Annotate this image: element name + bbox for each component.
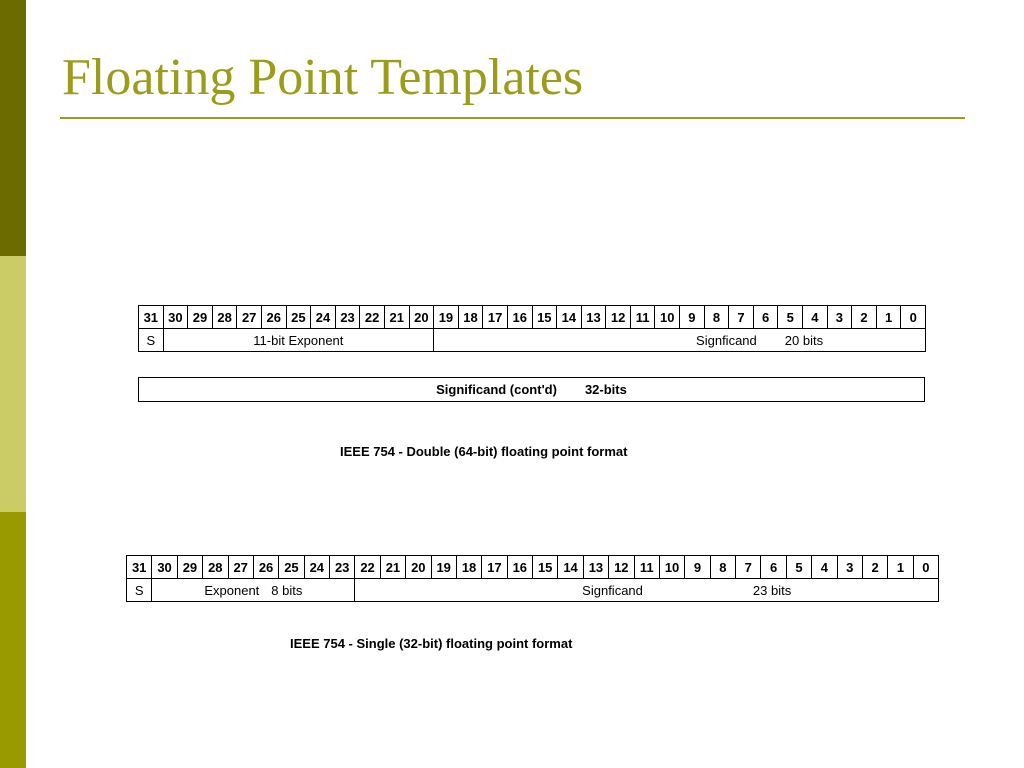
- double-bit-0: 0: [901, 306, 926, 329]
- single-bit-6: 6: [761, 556, 786, 579]
- single-bit-22: 22: [355, 556, 380, 579]
- single-bit-21: 21: [380, 556, 405, 579]
- double-sign-field: S: [139, 329, 164, 352]
- double-field-row: [139, 329, 926, 352]
- single-significand-field: [355, 579, 939, 602]
- sidebar-accent-bottom: [0, 512, 26, 768]
- double-bit-23: 23: [335, 306, 360, 329]
- double-bit-4: 4: [803, 306, 828, 329]
- double-significand-field: [434, 329, 926, 352]
- single-bit-29: 29: [177, 556, 202, 579]
- single-bit-10: 10: [659, 556, 684, 579]
- single-bit-15: 15: [533, 556, 558, 579]
- double-bit-31: 31: [139, 306, 164, 329]
- single-bit-20: 20: [406, 556, 431, 579]
- single-bit-17: 17: [482, 556, 507, 579]
- single-bit-18: 18: [456, 556, 481, 579]
- double-bit-28: 28: [212, 306, 237, 329]
- double-bit-12: 12: [606, 306, 631, 329]
- single-exponent-bits: 8 bits: [271, 582, 303, 598]
- double-format-word2: [138, 377, 925, 402]
- double-bit-number-row: [139, 306, 926, 329]
- single-bit-number-row: [127, 556, 939, 579]
- double-bit-17: 17: [483, 306, 508, 329]
- double-bit-6: 6: [753, 306, 778, 329]
- single-bit-11: 11: [634, 556, 659, 579]
- single-bit-14: 14: [558, 556, 583, 579]
- single-significand-bits: 23 bits: [752, 582, 792, 598]
- slide-title: Floating Point Templates: [62, 49, 584, 106]
- double-continuation-label: Significand (cont'd): [436, 382, 557, 397]
- single-bit-19: 19: [431, 556, 456, 579]
- double-bit-7: 7: [729, 306, 754, 329]
- single-format-word: [126, 555, 939, 602]
- single-bit-0: 0: [913, 556, 938, 579]
- single-bit-30: 30: [152, 556, 177, 579]
- double-bit-24: 24: [311, 306, 336, 329]
- double-bit-25: 25: [286, 306, 311, 329]
- double-bit-19: 19: [434, 306, 459, 329]
- double-bit-21: 21: [384, 306, 409, 329]
- double-significand-label: Signficand: [696, 332, 757, 348]
- single-bit-7: 7: [736, 556, 761, 579]
- double-bit-30: 30: [163, 306, 188, 329]
- single-bit-2: 2: [862, 556, 887, 579]
- double-bit-15: 15: [532, 306, 557, 329]
- double-bit-8: 8: [704, 306, 729, 329]
- single-bit-5: 5: [786, 556, 811, 579]
- single-bit-13: 13: [583, 556, 608, 579]
- double-continuation-bits: 32-bits: [584, 382, 627, 397]
- double-bit-5: 5: [778, 306, 803, 329]
- sidebar-accent-middle: [0, 256, 26, 512]
- single-sign-field: S: [127, 579, 152, 602]
- double-bit-20: 20: [409, 306, 434, 329]
- single-bit-16: 16: [507, 556, 532, 579]
- single-bit-25: 25: [279, 556, 304, 579]
- double-bit-26: 26: [261, 306, 286, 329]
- single-exponent-label: Exponent: [204, 582, 260, 598]
- double-bit-3: 3: [827, 306, 852, 329]
- double-bit-27: 27: [237, 306, 262, 329]
- single-bit-26: 26: [253, 556, 278, 579]
- double-exponent-field: 11-bit Exponent: [163, 329, 434, 352]
- double-bit-1: 1: [876, 306, 901, 329]
- double-bit-29: 29: [188, 306, 213, 329]
- title-underline: [60, 117, 965, 119]
- single-exponent-field: [152, 579, 355, 602]
- single-field-row: [127, 579, 939, 602]
- double-bit-11: 11: [630, 306, 655, 329]
- double-bit-2: 2: [852, 306, 877, 329]
- double-bit-18: 18: [458, 306, 483, 329]
- double-bit-16: 16: [507, 306, 532, 329]
- double-continuation-field: [139, 378, 925, 402]
- sidebar-accent-top: [0, 0, 26, 256]
- double-bit-13: 13: [581, 306, 606, 329]
- single-bit-28: 28: [203, 556, 228, 579]
- single-bit-12: 12: [609, 556, 634, 579]
- single-bit-31: 31: [127, 556, 152, 579]
- single-bit-1: 1: [888, 556, 913, 579]
- double-significand-bits: 20 bits: [784, 332, 824, 348]
- double-bit-9: 9: [680, 306, 705, 329]
- double-format-word1: [138, 305, 926, 352]
- single-bit-8: 8: [710, 556, 735, 579]
- single-bit-24: 24: [304, 556, 329, 579]
- single-bit-4: 4: [812, 556, 837, 579]
- single-bit-23: 23: [330, 556, 355, 579]
- single-significand-label: Signficand: [582, 582, 643, 598]
- double-bit-10: 10: [655, 306, 680, 329]
- double-bit-22: 22: [360, 306, 385, 329]
- single-caption: IEEE 754 - Single (32-bit) floating point format: [290, 636, 573, 651]
- double-caption: IEEE 754 - Double (64-bit) floating point format: [340, 444, 628, 459]
- single-bit-9: 9: [685, 556, 710, 579]
- single-bit-3: 3: [837, 556, 862, 579]
- single-bit-27: 27: [228, 556, 253, 579]
- double-bit-14: 14: [557, 306, 582, 329]
